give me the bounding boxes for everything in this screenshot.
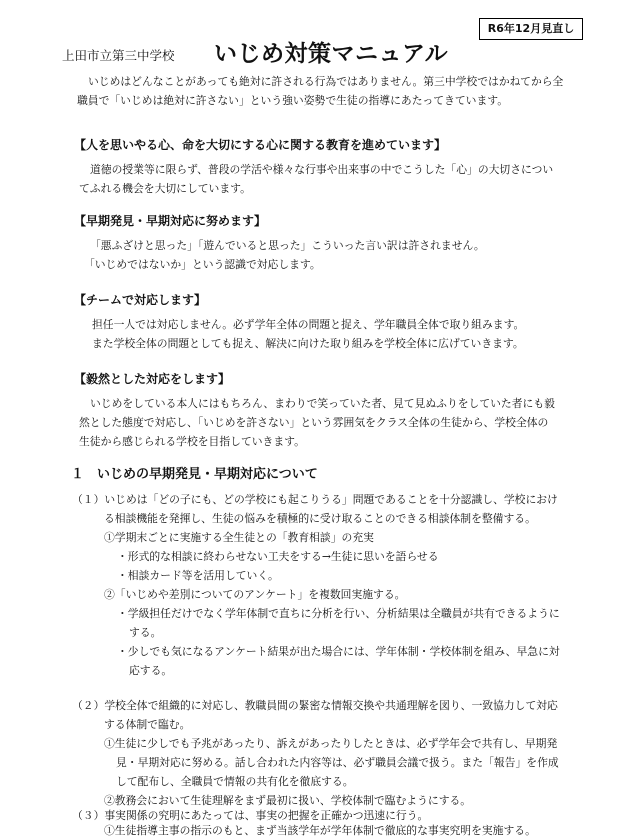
section-heading-team: 【チームで対応します】 bbox=[74, 293, 207, 307]
section-heading-resolute: 【毅然とした対応をします】 bbox=[74, 372, 231, 386]
section-line: てふれる機会を大切にしています。 bbox=[79, 182, 251, 195]
intro-line-1: いじめはどんなことがあっても絶対に許される行為ではありません。第三中学校ではかねてから全 bbox=[88, 75, 564, 88]
item-line: ①学期末ごとに実施する全生徒との「教育相談」の充実 bbox=[104, 531, 374, 544]
item-line: ②「いじめや差別についてのアンケート」を複数回実施する。 bbox=[104, 588, 406, 601]
item-line: る相談機能を発揮し、生徒の悩みを積極的に受け取ることのできる相談体制を整備する。 bbox=[104, 512, 536, 525]
section-line: いじめをしている本人にはもちろん、まわりで笑っていた者、見て見ぬふりをしていた者にも毅 bbox=[90, 397, 555, 410]
item-line: ・相談カード等を活用していく。 bbox=[117, 569, 279, 582]
item-line: 応する。 bbox=[129, 664, 173, 677]
item-line: （３）事実関係の究明にあたっては、事実の把握を正確かつ迅速に行う。 bbox=[72, 809, 429, 822]
item-line: ②教務会において生徒理解をまず最初に扱い、学校体制で臨むようにする。 bbox=[104, 794, 472, 807]
item-line: ①生徒に少しでも予兆があったり、訴えがあったりしたときは、必ず学年会で共有し、早期発 bbox=[104, 737, 558, 750]
item-line: 見・早期対応に努める。話し合われた内容等は、必ず職員会議で扱う。また「報告」を作成 bbox=[116, 756, 559, 769]
section-line: 「悪ふざけと思った」「遊んでいると思った」こういった言い訳は許されません。 bbox=[90, 239, 485, 252]
section-line: また学校全体の問題としても捉え、解決に向けた取り組みを学校全体に広げていきます。 bbox=[92, 337, 524, 350]
item-line: （１）いじめは「どの子にも、どの学校にも起こりうる」問題であることを十分認識し、学校におけ bbox=[72, 493, 558, 506]
item-line: ・少しでも気になるアンケート結果が出た場合には、学年体制・学校体制を組み、早急に対 bbox=[117, 645, 560, 658]
section-line: 道徳の授業等に限らず、普段の学活や様々な行事や出来事の中でこうした「心」の大切さについ bbox=[90, 163, 554, 176]
item-line: する。 bbox=[129, 626, 162, 639]
section-line: 担任一人では対応しません。必ず学年全体の問題と捉え、学年職員全体で取り組みます。 bbox=[92, 318, 525, 331]
section-heading-compassion: 【人を思いやる心、命を大切にする心に関する教育を進めています】 bbox=[74, 138, 447, 152]
item-line: ・形式的な相談に終わらせない工夫をする→生徒に思いを語らせる bbox=[117, 550, 439, 563]
section-line: 然とした態度で対応し、「いじめを許さない」という雰囲気をクラス全体の生徒から、学校全体の bbox=[79, 416, 549, 429]
item-line: ①生徒指導主事の指示のもと、まず当該学年が学年体制で徹底的な事実究明を実施する。 bbox=[104, 824, 536, 837]
chapter-heading: １ いじめの早期発見・早期対応について bbox=[71, 467, 318, 482]
item-line: して配布し、全職員で情報の共有化を徹底する。 bbox=[116, 775, 354, 788]
item-line: ・学級担任だけでなく学年体制で直ちに分析を行い、分析結果は全職員が共有できるように bbox=[117, 607, 560, 620]
item-line: する体制で臨む。 bbox=[104, 718, 191, 731]
section-heading-early-detection: 【早期発見・早期対応に努めます】 bbox=[74, 214, 267, 228]
item-line: （２）学校全体で組織的に対応し、教職員間の緊密な情報交換や共通理解を図り、一致協力して対応 bbox=[72, 699, 558, 712]
intro-line-2: 職員で「いじめは絶対に許さない」という強い姿勢で生徒の指導にあたってきています。 bbox=[77, 94, 509, 107]
page-title: いじめ対策マニュアル bbox=[214, 40, 449, 67]
school-name: 上田市立第三中学校 bbox=[62, 48, 175, 63]
section-line: 「いじめではないか」という認識で対応します。 bbox=[84, 258, 321, 271]
revision-badge: R6年12月見直し bbox=[479, 18, 583, 40]
section-line: 生徒から感じられる学校を目指していきます。 bbox=[79, 435, 305, 448]
